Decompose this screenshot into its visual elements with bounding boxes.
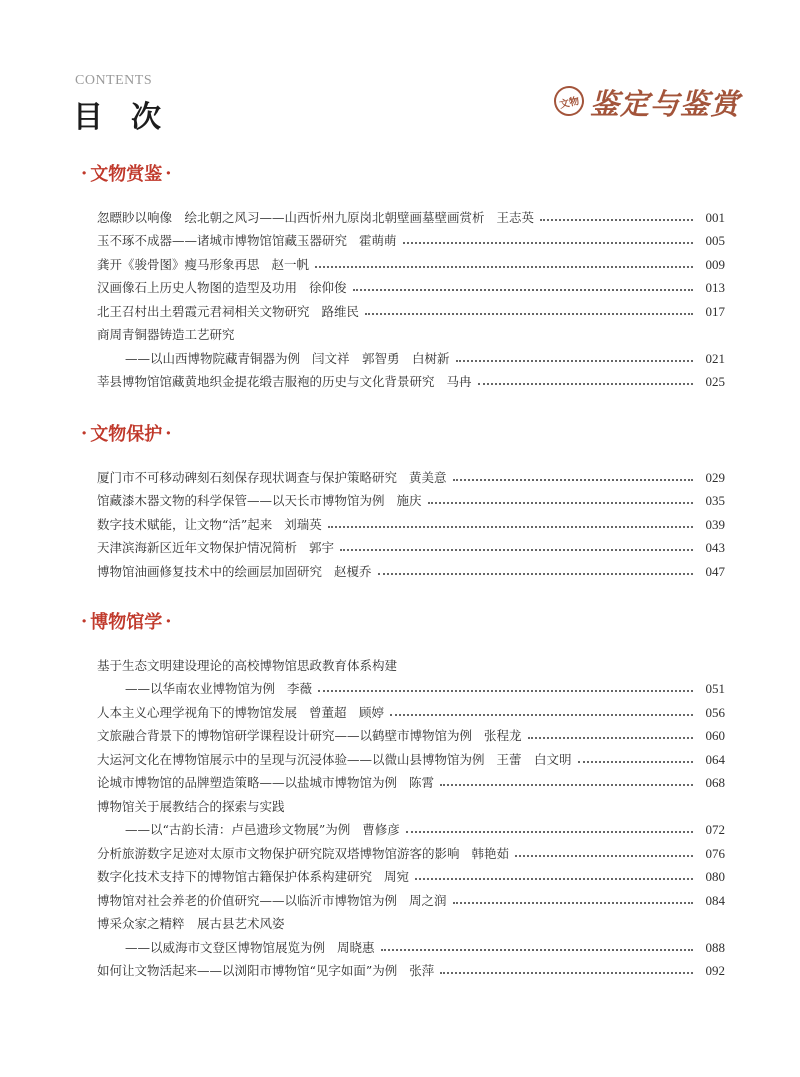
- toc-entry[interactable]: [97, 697, 725, 721]
- toc-entry[interactable]: [97, 956, 725, 980]
- entry-page: 025: [705, 374, 725, 389]
- entry-author: 周宛: [384, 869, 410, 884]
- entry-author: 韩艳茹: [471, 845, 510, 861]
- toc-entry[interactable]: [97, 885, 725, 909]
- entry-page: 013: [705, 280, 725, 295]
- entry-title: 数字化技术支持下的博物馆古籍保护体系构建研究: [97, 869, 373, 884]
- entry-author: 曾董超 顾婷: [309, 704, 385, 720]
- dot-leader: [453, 902, 693, 904]
- dot-leader: [390, 714, 693, 716]
- entry-page: 088: [705, 939, 725, 955]
- entry-title: 数字技术赋能，让文物“活”起来: [97, 516, 273, 532]
- dot-leader: [315, 266, 693, 268]
- toc-entry-subtitle[interactable]: [97, 674, 725, 698]
- entry-title: 大运河文化在博物馆展示中的呈现与沉浸体验——以微山县博物馆为例: [97, 751, 485, 767]
- entry-page: 072: [705, 822, 725, 837]
- dot-leader: [515, 855, 693, 857]
- dot-leader: [540, 219, 693, 221]
- dot-leader: [318, 690, 693, 692]
- entry-title: 博物馆关于展教结合的探索与实践: [97, 798, 285, 814]
- dot-leader: [328, 526, 693, 528]
- dot-leader: [528, 737, 693, 739]
- entry-author: 刘瑞英: [284, 516, 322, 532]
- dot-leader: [440, 972, 693, 974]
- entry-author: 赵一帆: [271, 256, 310, 272]
- toc-entry[interactable]: [97, 462, 725, 486]
- entry-title: 忽瞟眇以响像 绘北朝之风习——山西忻州九原岗北朝壁画墓壁画赏析: [97, 209, 485, 225]
- dot-leader: [428, 502, 693, 504]
- toc-entry[interactable]: [97, 249, 725, 273]
- entry-author: 霍萌萌: [359, 233, 397, 248]
- toc-entry[interactable]: [97, 202, 725, 226]
- entry-title: 博采众家之精粹 展古县艺术风姿: [97, 916, 285, 931]
- entry-author: 赵榎乔: [334, 563, 372, 579]
- entry-page: 009: [705, 256, 725, 272]
- entry-title: ——以“古韵长清：卢邑遗珍文物展”为例: [125, 822, 351, 837]
- toc-entry[interactable]: [97, 509, 725, 533]
- toc-entry-subtitle[interactable]: [97, 343, 725, 367]
- entry-title: ——以华南农业博物馆为例: [125, 681, 276, 696]
- entry-author: 李薇: [287, 681, 313, 696]
- entry-title: 论城市博物馆的品牌塑造策略——以盐城市博物馆为例: [97, 775, 398, 790]
- toc-entry[interactable]: [97, 273, 725, 297]
- entry-page: 068: [705, 775, 725, 790]
- entry-author: 张程龙: [484, 728, 522, 743]
- entry-author: 陈霄: [409, 775, 435, 790]
- toc-entry[interactable]: [97, 768, 725, 792]
- entry-page: 064: [705, 751, 725, 767]
- dot-leader: [456, 360, 693, 362]
- toc-entry[interactable]: [97, 320, 725, 344]
- entry-title: ——以山西博物院藏青铜器为例: [125, 350, 301, 366]
- toc-entry[interactable]: [97, 838, 725, 862]
- bullet-dot: ·: [165, 422, 172, 444]
- dot-leader: [440, 784, 693, 786]
- entry-author: 周之润: [409, 892, 447, 908]
- entry-author: 徐仰俊: [309, 280, 347, 295]
- entry-page: 080: [705, 869, 725, 884]
- toc-entry[interactable]: [97, 791, 725, 815]
- dot-leader: [353, 289, 693, 291]
- entry-page: 021: [705, 350, 725, 366]
- entry-page: 047: [705, 563, 725, 579]
- dot-leader: [415, 878, 693, 880]
- entry-title: 北王召村出土碧霞元君祠相关文物研究: [97, 303, 310, 319]
- entry-author: 王蕾 白文明: [496, 751, 572, 767]
- dot-leader: [340, 549, 693, 551]
- entry-title: 博物馆对社会养老的价值研究——以临沂市博物馆为例: [97, 892, 398, 908]
- toc-entry[interactable]: [97, 296, 725, 320]
- toc-entry[interactable]: [97, 650, 725, 674]
- dot-leader: [406, 831, 693, 833]
- dot-leader: [578, 761, 693, 763]
- page-title: 目次: [73, 100, 189, 135]
- toc-entry[interactable]: [97, 556, 725, 580]
- entry-title: 汉画像石上历史人物图的造型及功用: [97, 280, 298, 295]
- entry-author: 马冉: [446, 374, 472, 389]
- journal-logo: [554, 80, 741, 121]
- entry-page: 076: [705, 845, 725, 861]
- entry-title: ——以威海市文登区博物馆展览为例: [125, 939, 326, 955]
- entry-page: 035: [705, 493, 725, 508]
- toc-entry-subtitle[interactable]: [97, 932, 725, 956]
- entry-page: 039: [705, 516, 725, 532]
- dot-leader: [453, 479, 693, 481]
- entry-title: 厦门市不可移动碑刻石刻保存现状调查与保护策略研究: [97, 469, 398, 485]
- entry-page: 092: [705, 963, 725, 978]
- entry-page: 005: [705, 233, 725, 248]
- entry-title: 分析旅游数字足迹对太原市文物保护研究院双塔博物馆游客的影响: [97, 845, 460, 861]
- entry-title: 莘县博物馆馆藏黄地织金提花缎吉服袍的历史与文化背景研究: [97, 374, 435, 389]
- logo-name: 鉴定与鉴赏: [590, 87, 741, 121]
- entry-author: 周晓惠: [337, 939, 375, 955]
- entry-title: 文旅融合背景下的博物馆研学课程设计研究——以鹤壁市博物馆为例: [97, 728, 473, 743]
- entry-title: 天津滨海新区近年文物保护情况简析: [97, 540, 298, 555]
- toc-entry[interactable]: [97, 721, 725, 745]
- section-heading-cultural-relic-protection: [78, 420, 175, 446]
- section-entries: [97, 462, 725, 580]
- entry-author: 施庆: [396, 493, 422, 508]
- dot-leader: [381, 949, 693, 951]
- section-entries: [97, 650, 725, 979]
- section-entries: [97, 202, 725, 390]
- section-title: 文物赏鉴: [90, 164, 163, 185]
- bullet-dot: ·: [165, 610, 172, 632]
- entry-author: 路维民: [321, 303, 360, 319]
- dot-leader: [365, 313, 693, 315]
- entry-author: 闫文祥 郭智勇 白树新: [312, 350, 450, 366]
- bullet-dot: ·: [81, 610, 88, 632]
- bullet-dot: ·: [81, 162, 88, 184]
- section-heading-museology: [78, 608, 175, 634]
- entry-title: 龚开《骏骨图》瘦马形象再思: [97, 256, 260, 272]
- entry-title: 博物馆油画修复技术中的绘画层加固研究: [97, 563, 323, 579]
- entry-page: 060: [705, 728, 725, 743]
- entry-author: 曹修彦: [362, 822, 400, 837]
- toc-entry[interactable]: [97, 744, 725, 768]
- contents-label-en: CONTENTS: [75, 73, 153, 88]
- entry-page: 001: [705, 209, 725, 225]
- dot-leader: [478, 383, 693, 385]
- entry-author: 张萍: [409, 963, 435, 978]
- entry-page: 056: [705, 704, 725, 720]
- logo-seal: 文物: [551, 83, 587, 119]
- dot-leader: [378, 573, 693, 575]
- entry-page: 084: [705, 892, 725, 908]
- entry-title: 如何让文物活起来——以浏阳市博物馆“见字如面”为例: [97, 963, 398, 978]
- toc-entry-subtitle[interactable]: [97, 815, 725, 839]
- toc-entry[interactable]: [97, 226, 725, 250]
- entry-author: 王志英: [496, 209, 535, 225]
- entry-author: 郭宇: [309, 540, 335, 555]
- entry-page: 043: [705, 540, 725, 555]
- dot-leader: [403, 242, 693, 244]
- toc-entry[interactable]: [97, 909, 725, 933]
- section-title: 博物馆学: [90, 612, 163, 633]
- entry-title: 人本主义心理学视角下的博物馆发展: [97, 704, 298, 720]
- section-title: 文物保护: [90, 424, 163, 445]
- entry-title: 馆藏漆木器文物的科学保管——以天长市博物馆为例: [97, 493, 385, 508]
- entry-page: 051: [705, 681, 725, 696]
- toc-entry[interactable]: [97, 533, 725, 557]
- entry-title: 商周青铜器铸造工艺研究: [97, 327, 235, 342]
- section-heading-cultural-relic-appreciation: [78, 160, 175, 186]
- entry-page: 017: [705, 303, 725, 319]
- entry-author: 黄美意: [409, 469, 447, 485]
- bullet-dot: ·: [165, 162, 172, 184]
- bullet-dot: ·: [81, 422, 88, 444]
- toc-entry[interactable]: [97, 862, 725, 886]
- toc-entry[interactable]: [97, 486, 725, 510]
- toc-entry[interactable]: [97, 367, 725, 391]
- entry-title: 基于生态文明建设理论的高校博物馆思政教育体系构建: [97, 657, 398, 673]
- entry-title: 玉不琢不成器——诸城市博物馆馆藏玉器研究: [97, 233, 348, 248]
- entry-page: 029: [705, 469, 725, 485]
